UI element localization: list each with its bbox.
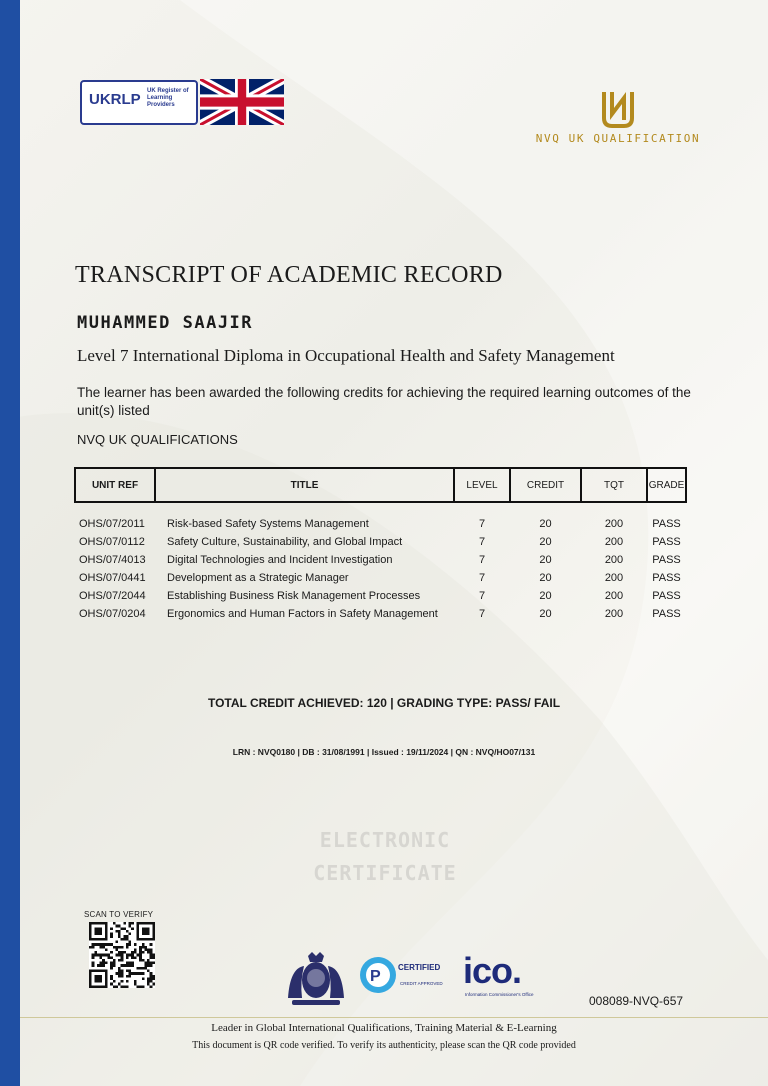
- unit-title-cell: Development as a Strategic Manager: [167, 572, 349, 584]
- table-row: [75, 551, 686, 569]
- awarding-body: NVQ UK QUALIFICATIONS: [77, 432, 238, 447]
- table-row: [75, 569, 686, 587]
- unit-tqt-cell: 200: [604, 518, 624, 530]
- document-title: TRANSCRIPT OF ACADEMIC RECORD: [75, 262, 503, 288]
- unit-grade-cell: PASS: [652, 536, 681, 548]
- unit-level-cell: 7: [478, 554, 486, 566]
- unit-credit-cell: 20: [539, 608, 552, 620]
- unit-credit-cell: 20: [539, 536, 552, 548]
- stamp-line-1: ELECTRONIC: [319, 828, 451, 852]
- table-row: [75, 605, 686, 623]
- scan-to-verify-label: SCAN TO VERIFY: [84, 910, 154, 919]
- footer-verification-note: This document is QR code verified. To verify its authenticity, please scan the QR code provided: [192, 1040, 576, 1051]
- unit-credit-cell: 20: [539, 518, 552, 530]
- table-row: [75, 533, 686, 551]
- unit-ref-cell: OHS/07/0112: [79, 536, 145, 548]
- table-row: [75, 502, 686, 533]
- unit-level-cell: 7: [478, 518, 486, 530]
- unit-credit-cell: 20: [539, 572, 552, 584]
- royal-coat-of-arms-icon: [280, 948, 352, 1008]
- unit-level-cell: 7: [478, 608, 486, 620]
- header-credit: CREDIT: [510, 468, 581, 502]
- unit-tqt-cell: 200: [604, 536, 624, 548]
- unit-tqt-cell: 200: [604, 590, 624, 602]
- qualification-title: Level 7 International Diploma in Occupational Health and Safety Management: [77, 346, 615, 365]
- total-credit-line: TOTAL CREDIT ACHIEVED: 120 | GRADING TYPE: PASS/ FAIL: [207, 696, 561, 710]
- certified-credit-approved-badge: [358, 955, 450, 995]
- intro-text: The learner has been awarded the following credits for achieving the required learning outcomes of the unit(s) listed: [77, 385, 691, 418]
- electronic-certificate-stamp: [300, 824, 470, 890]
- header-unit-ref: UNIT REF: [75, 468, 155, 502]
- ico-subtitle: Information Commissioner's Office: [465, 992, 534, 997]
- unit-ref-cell: OHS/07/2044: [79, 590, 146, 602]
- ukrlp-logo: [80, 80, 198, 125]
- footer-tagline: Leader in Global International Qualifications, Training Material & E-Learning: [211, 1022, 557, 1034]
- stamp-line-2: CERTIFICATE: [313, 861, 457, 885]
- unit-title-cell: Ergonomics and Human Factors in Safety Management: [167, 608, 438, 620]
- union-jack-flag-icon: [200, 79, 284, 125]
- unit-title-cell: Risk-based Safety Systems Management: [167, 518, 369, 530]
- unit-ref-cell: OHS/07/0441: [79, 572, 146, 584]
- units-table: [74, 467, 687, 623]
- table-header-row: [75, 468, 686, 502]
- unit-tqt-cell: 200: [604, 572, 624, 584]
- unit-credit-cell: 20: [539, 590, 552, 602]
- certificate-serial-number: 008089-NVQ-657: [589, 994, 684, 1008]
- unit-grade-cell: PASS: [652, 590, 681, 602]
- unit-level-cell: 7: [478, 590, 486, 602]
- unit-title-cell: Establishing Business Risk Management Processes: [167, 590, 421, 602]
- header-tqt: TQT: [581, 468, 647, 502]
- unit-title-cell: Digital Technologies and Incident Investigation: [167, 554, 393, 566]
- unit-credit-cell: 20: [539, 554, 552, 566]
- unit-grade-cell: PASS: [652, 518, 681, 530]
- unit-tqt-cell: 200: [604, 608, 624, 620]
- svg-text:P: P: [370, 968, 381, 985]
- header-grade: GRADE: [647, 468, 686, 502]
- unit-grade-cell: PASS: [652, 554, 681, 566]
- unit-ref-cell: OHS/07/0204: [79, 608, 146, 620]
- table-row: [75, 587, 686, 605]
- unit-grade-cell: PASS: [652, 572, 681, 584]
- nvq-logo-label: NVQ UK QUALIFICATION: [535, 132, 701, 145]
- unit-ref-cell: OHS/07/4013: [79, 554, 146, 566]
- unit-grade-cell: PASS: [652, 608, 681, 620]
- header-title: TITLE: [155, 468, 454, 502]
- learner-name: MUHAMMED SAAJIR: [77, 313, 254, 333]
- unit-title-cell: Safety Culture, Sustainability, and Global Impact: [167, 536, 403, 548]
- side-accent-bar: [0, 0, 20, 1086]
- unit-level-cell: 7: [478, 536, 486, 548]
- learner-ids-line: LRN : NVQ0180 | DB : 31/08/1991 | Issued : 19/11/2024 | QN : NVQ/HO07/131: [232, 747, 536, 757]
- ico-wordmark: ico.: [463, 950, 522, 991]
- qr-code[interactable]: [89, 922, 155, 988]
- nvq-monogram-icon: [598, 88, 638, 128]
- unit-ref-cell: OHS/07/2011: [79, 518, 145, 530]
- certified-text: CERTIFIED: [398, 963, 441, 972]
- unit-level-cell: 7: [478, 572, 486, 584]
- footer-divider: [20, 1017, 768, 1018]
- credit-approved-text: CREDIT APPROVED: [400, 981, 443, 986]
- header-level: LEVEL: [454, 468, 510, 502]
- ukrlp-name: UK Register of Learning Providers: [147, 88, 189, 108]
- unit-tqt-cell: 200: [604, 554, 624, 566]
- ukrlp-abbr: UKRLP: [89, 91, 141, 108]
- ico-logo: [463, 950, 543, 1000]
